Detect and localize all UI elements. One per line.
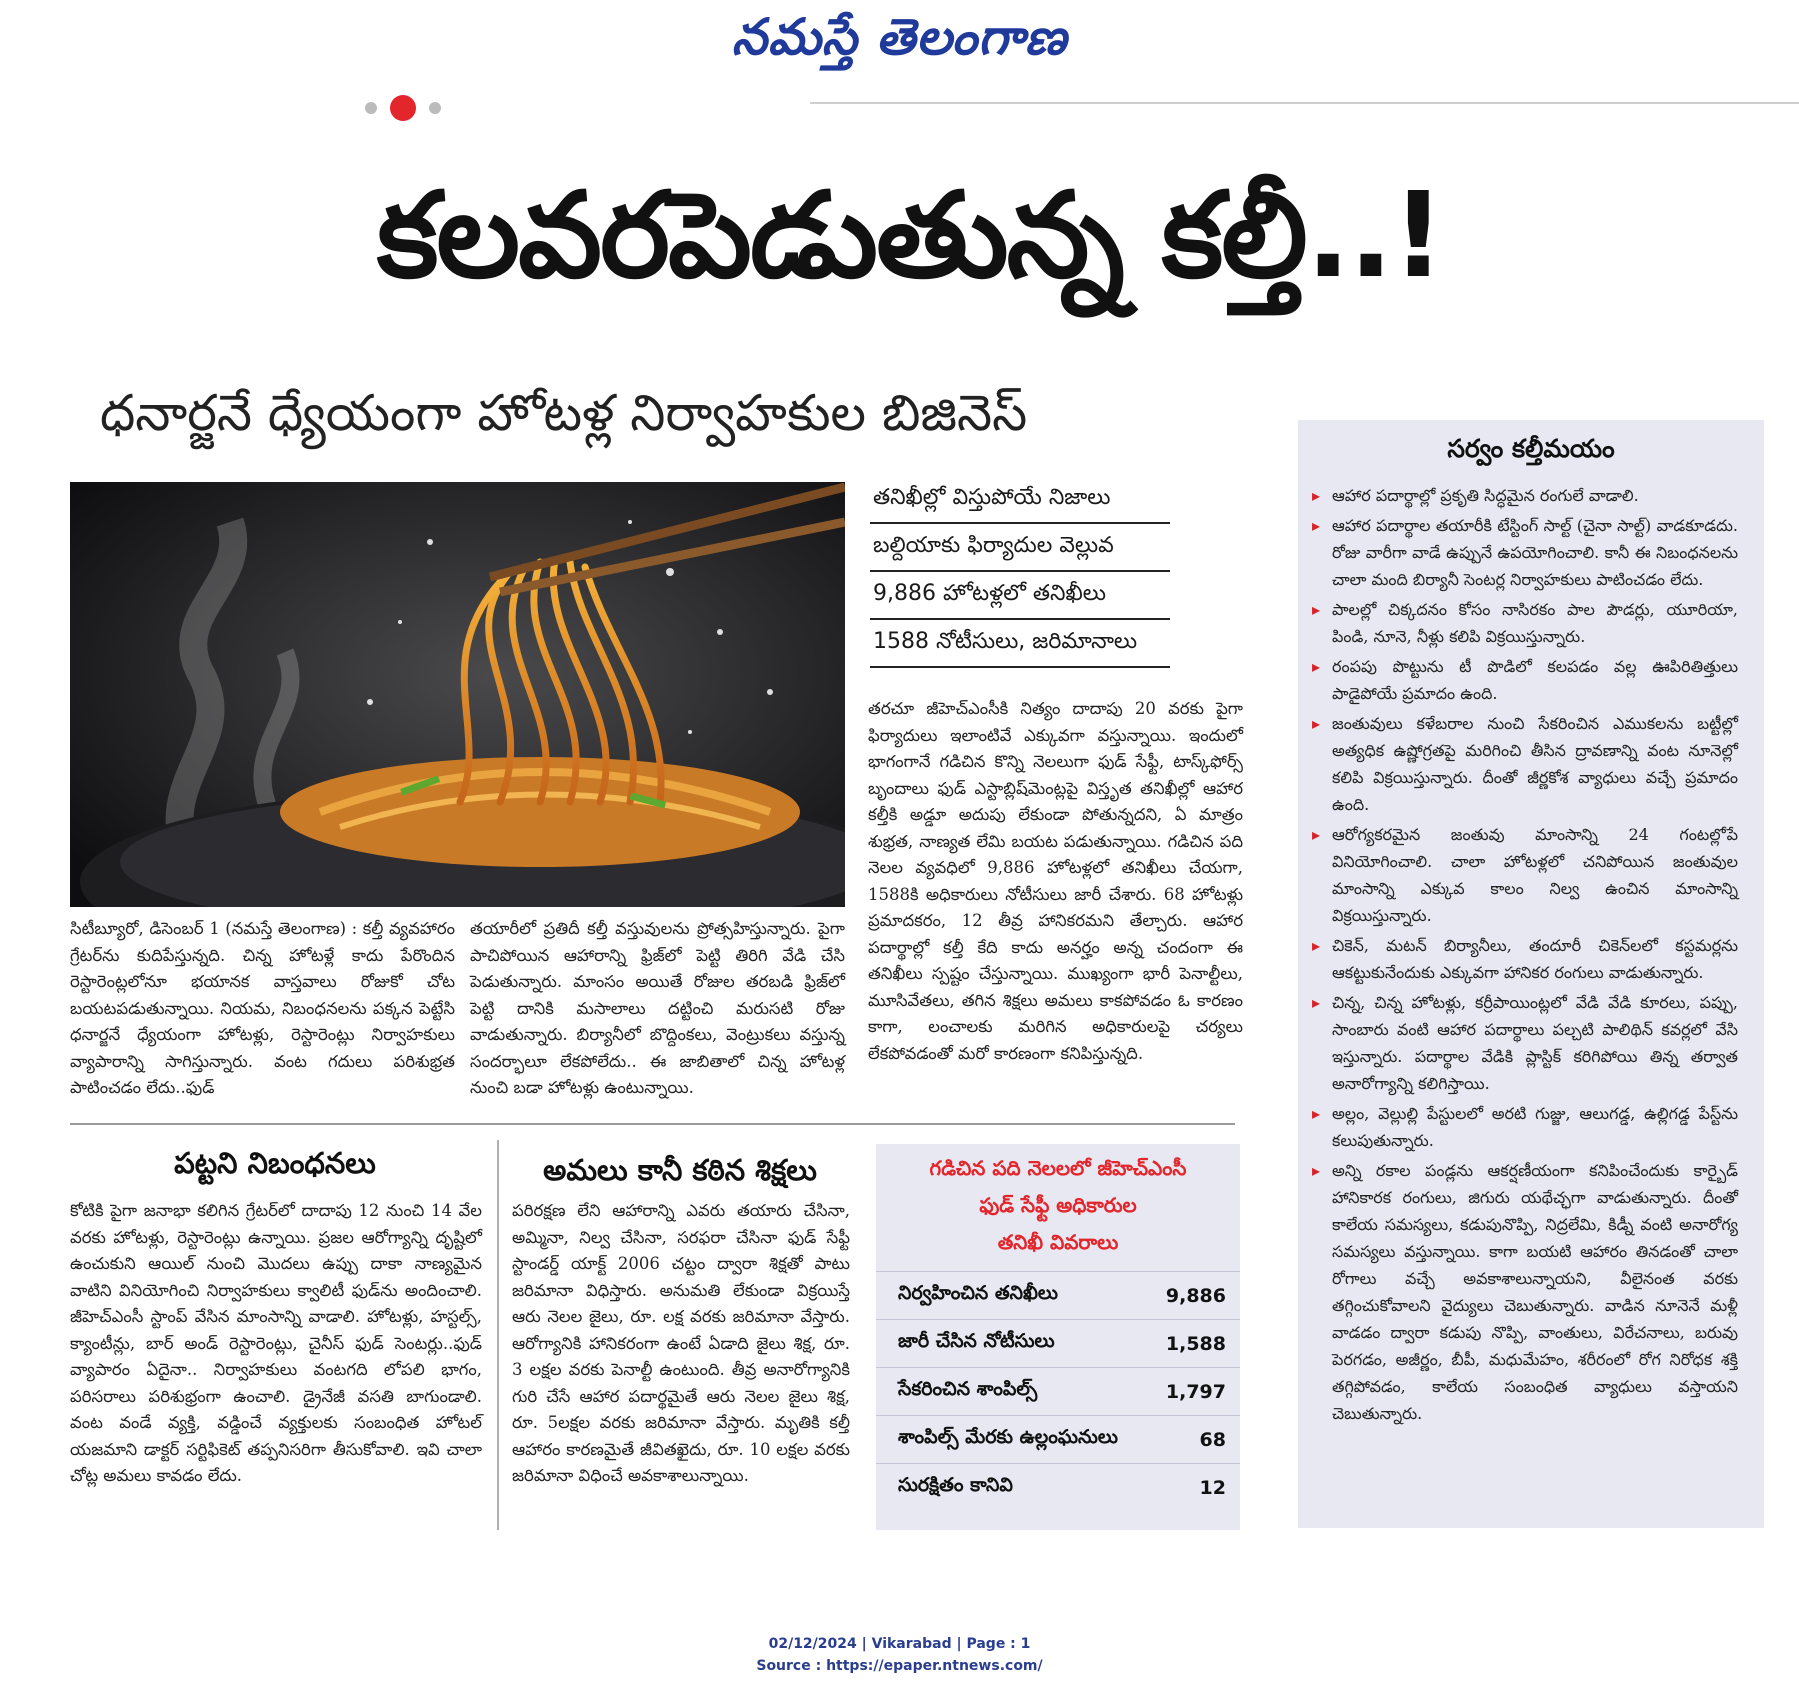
section-penalties-text: పరిరక్షణ లేని ఆహారాన్ని ఎవరు తయారు చేసినా, అమ్మినా, నిల్వ చేసినా, సరఫరా చేసినా ఫుడ్ సేఫ్టీ స్టాండర్డ్ యాక్ట్ 2006 చట్టం ద్వారా శిక్షతో పాటు జరిమానా విధిస్తారు. అనుమతి లేకుండా విక్రయిస్తే ఆరు నెలల జైలు, రూ. లక్ష వరకు జరిమానా వేస్తారు. ఆరోగ్యానికి హానికరంగా ఉంటే ఏడాది జైలు శిక్ష, రూ. 3 లక్షల వరకు పెనాల్టీ ఉంటుంది. తీవ్ర అనారోగ్యానికి గురి చేసే ఆహార పదార్థమైతే ఆరు నెలల జైలు శిక్ష, రూ. 5లక్షల వరకు జరిమానా వేస్తారు. మృతికి కల్తీ ఆహారం కారణమైతే జీవితఖైదు, రూ. 10 లక్షల వరకు జరిమానా విధించే అవకాశాలున్నాయి. — [512, 1201, 850, 1485]
footer-date-edition: 02/12/2024 | Vikarabad | Page : 1 — [768, 1636, 1031, 1652]
sidebar-list-item: ▸ అన్ని రకాల పండ్లను ఆకర్షణీయంగా కనిపించేందుకు కార్బైడ్ హానికారక రంగులు, జిగురు యథేచ్ఛగా వాడుతున్నారు. దీంతో కాలేయ సమస్యలు, కడుపునొప్పి, నిద్రలేమి, కిడ్నీ వంటి అనారోగ్య సమస్యలు వస్తున్నాయి. కాగా బయటి ఆహారం తినడంతో చాలా రోగాలు వచ్చే అవకాశాలున్నాయని, వీలైనంత వరకు తగ్గించుకోవాలని వైద్యులు చెబుతున్నారు. వాడిన నూనెనే మళ్లీ వాడడం ద్వారా కడుపు నొప్పి, వాంతులు, విరేచనాలు, బరువు పెరగడం, అజీర్ణం, బీపీ, మధుమేహం, శరీరంలో రోగ నిరోధక శక్తి తగ్గిపోవడం, కాలేయ సంబంధిత వ్యాధులు వస్తాయని చెబుతున్నారు. — [1332, 1157, 1738, 1427]
highlight-item: తనిఖీల్లో విస్తుపోయే నిజాలు — [870, 476, 1170, 524]
decorative-dots — [365, 95, 465, 113]
stats-row — [876, 1416, 1240, 1464]
subheadline: ధనార్జనే ధ్యేయంగా హోటళ్ల నిర్వాహకుల బిజినెస్ — [100, 384, 1028, 442]
header-divider — [810, 102, 1799, 104]
article-paragraph-continued: తయారీలో ప్రతిదీ కల్తీ వస్తువులను ప్రోత్సహిస్తున్నారు. పైగా పాచిపోయిన ఆహారాన్ని ఫ్రిజ్‌లో పెట్టి తిరిగి వేడి చేసి పెడుతున్నారు. మాంసం అయితే రోజుల తరబడి ఫ్రిజ్‌లో పెట్టి దానికి మసాలాలు దట్టించి మరుసటి రోజు వాడుతున్నారు. బిర్యానీలో బొద్దింకలు, వెంట్రుకలు వస్తున్న సందర్భాలూ లేకపోలేదు.. ఈ జాబితాలో చిన్న హోటళ్ల నుంచి బడా హోటళ్లు ఉంటున్నాయి. — [470, 919, 845, 1097]
highlight-item: బల్దియాకు ఫిర్యాదుల వెల్లువ — [870, 524, 1170, 572]
section-penalties-title: అమలు కానీ కఠిన శిక్షలు — [543, 1153, 817, 1187]
stats-row — [876, 1320, 1240, 1368]
sidebar-list-item: ▸ చిన్న, చిన్న హోటళ్లు, కర్రీపాయింట్లలో వేడి వేడి కూరలు, పప్పు, సాంబారు వంటి ఆహార పదార్థాలు పల్చటి పాలిథిన్ కవర్లలో వేసి ఇస్తున్నారు. పదార్థాల వేడికి ప్లాస్టిక్ కరిగిపోయి తిన్న తర్వాత అనారోగ్యాన్ని కలిగిస్తాయి. — [1332, 989, 1738, 1097]
section-rules-title: పట్టని నిబంధనలు — [174, 1146, 376, 1180]
stats-box-title — [876, 1144, 1240, 1261]
highlight-item: 9,886 హోటళ్లలో తనిఖీలు — [870, 572, 1170, 620]
stats-value: 9,886 — [1158, 1272, 1240, 1320]
page-footer — [0, 1633, 1799, 1677]
section-rules-text: కోటికి పైగా జనాభా కలిగిన గ్రేటర్‌లో దాదాపు 12 నుంచి 14 వేల వరకు హోటళ్లు, రెస్టారెంట్లు ఉన్నాయి. ప్రజల ఆరోగ్యాన్ని దృష్టిలో ఉంచుకుని ఆయిల్ నుంచి మొదలు ఉప్పు దాకా నాణ్యమైన వాటిని వినియోగించి నిర్వాహకులు క్వాలిటీ ఫుడ్‌ను అందించాలి. జీహెచ్ఎంసీ స్టాంప్ వేసిన మాంసాన్ని వాడాలి. హోటళ్లు, హస్టల్స్, క్యాంటీన్లు, బార్ అండ్ రెస్టారెంట్లు, చైనీస్ ఫుడ్ సెంటర్లు..ఫుడ్ వ్యాపారం ఏదైనా.. నిర్వాహకులు వంటగది లోపలి భాగం, పరిసరాలు పరిశుభ్రంగా ఉంచాలి. డ్రైనేజీ వసతి బాగుండాలి. వంట వండే వ్యక్తి, వడ్డించే వ్యక్తులకు సంబంధిత హోటల్ యజమాని డాక్టర్ సర్టిఫికెట్ తప్పనిసరిగా తీసుకోవాలి. ఇవి చాలా చోట్ల అమలు కావడం లేదు. — [70, 1201, 482, 1485]
highlights-list — [870, 476, 1170, 668]
sidebar-list-item: ▸ చికెన్, మటన్ బిర్యానీలు, తందూరీ చికెన్‌లలో కస్టమర్లను ఆకట్టుకునేందుకు ఎక్కువగా హానికర రంగులు వాడుతున్నారు. — [1332, 932, 1738, 986]
stats-value: 12 — [1158, 1464, 1240, 1512]
stats-row — [876, 1368, 1240, 1416]
inspection-stats-box — [876, 1144, 1240, 1530]
masthead-logo: నమస్తే తెలంగాణ — [731, 8, 1068, 66]
sidebar-list-item: ▸ జంతువులు కళేబరాల నుంచి సేకరించిన ఎముకలను బట్టీల్లో అత్యధిక ఉష్ణోగ్రతపై మరిగించి తీసిన ద్రావణాన్ని వంట నూనెల్లో కలిపి విక్రయిస్తున్నారు. దీంతో జీర్ణకోశ వ్యాధులు వచ్చే ప్రమాదం ఉంది. — [1332, 710, 1738, 818]
footer-source-link[interactable]: Source : https://epaper.ntnews.com/ — [756, 1658, 1043, 1674]
sidebar-list-item: ▸ పాలల్లో చిక్కదనం కోసం నాసిరకం పాల పౌడర్లు, యూరియా, పిండి, నూనె, నీళ్లు కలిపి విక్రయిస్తున్నారు. — [1332, 596, 1738, 650]
stats-row — [876, 1464, 1240, 1512]
sidebar-title: సర్వం కల్తీమయం — [1447, 434, 1615, 463]
article-paragraph-lead: సిటీబ్యూరో, డిసెంబర్ 1 (నమస్తే తెలంగాణ) : కల్తీ వ్యవహారం గ్రేటర్‌ను కుదిపేస్తున్నది. చిన్న హోటళ్లే కాదు పేరొందిన రెస్టారెంట్లలోనూ భయానక వాస్తవాలు రోజుకో చోట బయటపడుతున్నాయి. నియమ, నిబంధనలను పక్కన పెట్టేసి ధనార్జనే ధ్యేయంగా హోటళ్లు, రెస్టారెంట్లు నిర్వాహకులు వ్యాపారాన్ని సాగిస్తున్నారు. వంట గదులు పరిశుభ్రత పాటించడం లేదు..ఫుడ్ — [70, 919, 455, 1097]
sidebar-list-item: ▸ ఆరోగ్యకరమైన జంతువు మాంసాన్ని 24 గంటల్లోపే వినియోగించాలి. చాలా హోటళ్లలో చనిపోయిన జంతువుల మాంసాన్ని ఎక్కువ కాలం నిల్వ ఉంచిన మాంసాన్ని విక్రయిస్తున్నారు. — [1332, 821, 1738, 929]
stats-label: సేకరించిన శాంపిల్స్ — [876, 1368, 1158, 1416]
highlight-item: 1588 నోటీసులు, జరిమానాలు — [870, 620, 1170, 668]
stats-value: 68 — [1158, 1416, 1240, 1464]
headline: కలవరపెడుతున్న కల్తీ..! — [376, 166, 1444, 304]
stats-title-line: గడిచిన పది నెలలలో జీహెచ్ఎంసీ — [929, 1156, 1187, 1180]
stats-label: జారీ చేసిన నోటీసులు — [876, 1320, 1158, 1368]
stats-label: నిర్వహించిన తనిఖీలు — [876, 1272, 1158, 1320]
stats-table — [876, 1271, 1240, 1511]
sidebar-list-item: ▸ ఆహార పదార్థాల తయారీకి టేస్టింగ్ సాల్ట్ (చైనా సాల్ట్) వాడకూడదు. రోజు వారీగా వాడే ఉప్పునే ఉపయోగించాలి. కానీ ఈ నిబంధనలను చాలా మంది బిర్యానీ సెంటర్ల నిర్వాహకులు పాటించడం లేదు. — [1332, 512, 1738, 593]
stats-row — [876, 1272, 1240, 1320]
stats-title-line: తనిఖీ వివరాలు — [997, 1230, 1119, 1254]
stats-label: సురక్షితం కానివి — [876, 1464, 1158, 1512]
column-divider — [497, 1140, 499, 1530]
adulteration-sidebar — [1298, 420, 1764, 1528]
stats-value: 1,797 — [1158, 1368, 1240, 1416]
sidebar-list-item: ▸ ఆహార పదార్థాల్లో ప్రకృతి సిద్ధమైన రంగులే వాడాలి. — [1332, 482, 1738, 509]
stats-label: శాంపిల్స్ మేరకు ఉల్లంఘనులు — [876, 1416, 1158, 1464]
stats-value: 1,588 — [1158, 1320, 1240, 1368]
noodles-photo — [70, 482, 845, 907]
sidebar-list-item: ▸ అల్లం, వెల్లుల్లి పేస్టులలో అరటి గుజ్జు, ఆలుగడ్డ, ఉల్లిగడ్డ పేస్ట్‌ను కలుపుతున్నారు. — [1332, 1100, 1738, 1154]
section-divider — [70, 1123, 1235, 1125]
article-paragraph-right: తరచూ జీహెచ్ఎంసీకి నిత్యం దాదాపు 20 వరకు పైగా ఫిర్యాదులు ఇలాంటివే ఎక్కువగా వస్తున్నాయి. ఇందులో భాగంగానే గడిచిన కొన్ని నెలలుగా ఫుడ్ సేఫ్టీ, టాస్క్‌ఫోర్స్ బృందాలు ఫుడ్ ఎస్టాబ్లిష్‌మెంట్లపై విస్తృత తనిఖీల్లో ఆహార కల్తీకి అడ్డూ అదుపు లేకుండా పోతున్నదని, ఏ మాత్రం శుభ్రత, నాణ్యత లేమి బయట పడుతున్నాయి. గడిచిన పది నెలల వ్యవధిలో 9,886 హోటళ్లలో తనిఖీలు చేయగా, 1588కి అధికారులు నోటీసులు జారీ చేశారు. 68 హోటళ్లు ప్రమాదకరం, 12 తీవ్ర హానికరమని తేల్చారు. ఆహార పదార్థాల్లో కల్తీ కేది కాదు అనర్హం అన్న చందంగా ఈ తనిఖీలు స్పష్టం చేస్తున్నాయి. ముఖ్యంగా భారీ పెనాల్టీలు, మూసివేతలు, తగిన శిక్షలు అమలు కాకపోవడం ఓ కారణం కాగా, లంచాలకు మరిగిన అధికారులపై చర్యలు లేకపోవడంతో మరో కారణంగా కనిపిస్తున్నది. — [868, 699, 1243, 1063]
stats-title-line: ఫుడ్ సేఫ్టీ అధికారుల — [979, 1193, 1137, 1217]
sidebar-list — [1298, 482, 1764, 1427]
sidebar-list-item: ▸ రంపపు పొట్టును టీ పొడిలో కలపడం వల్ల ఊపిరితిత్తులు పాడైపోయే ప్రమాదం ఉంది. — [1332, 653, 1738, 707]
